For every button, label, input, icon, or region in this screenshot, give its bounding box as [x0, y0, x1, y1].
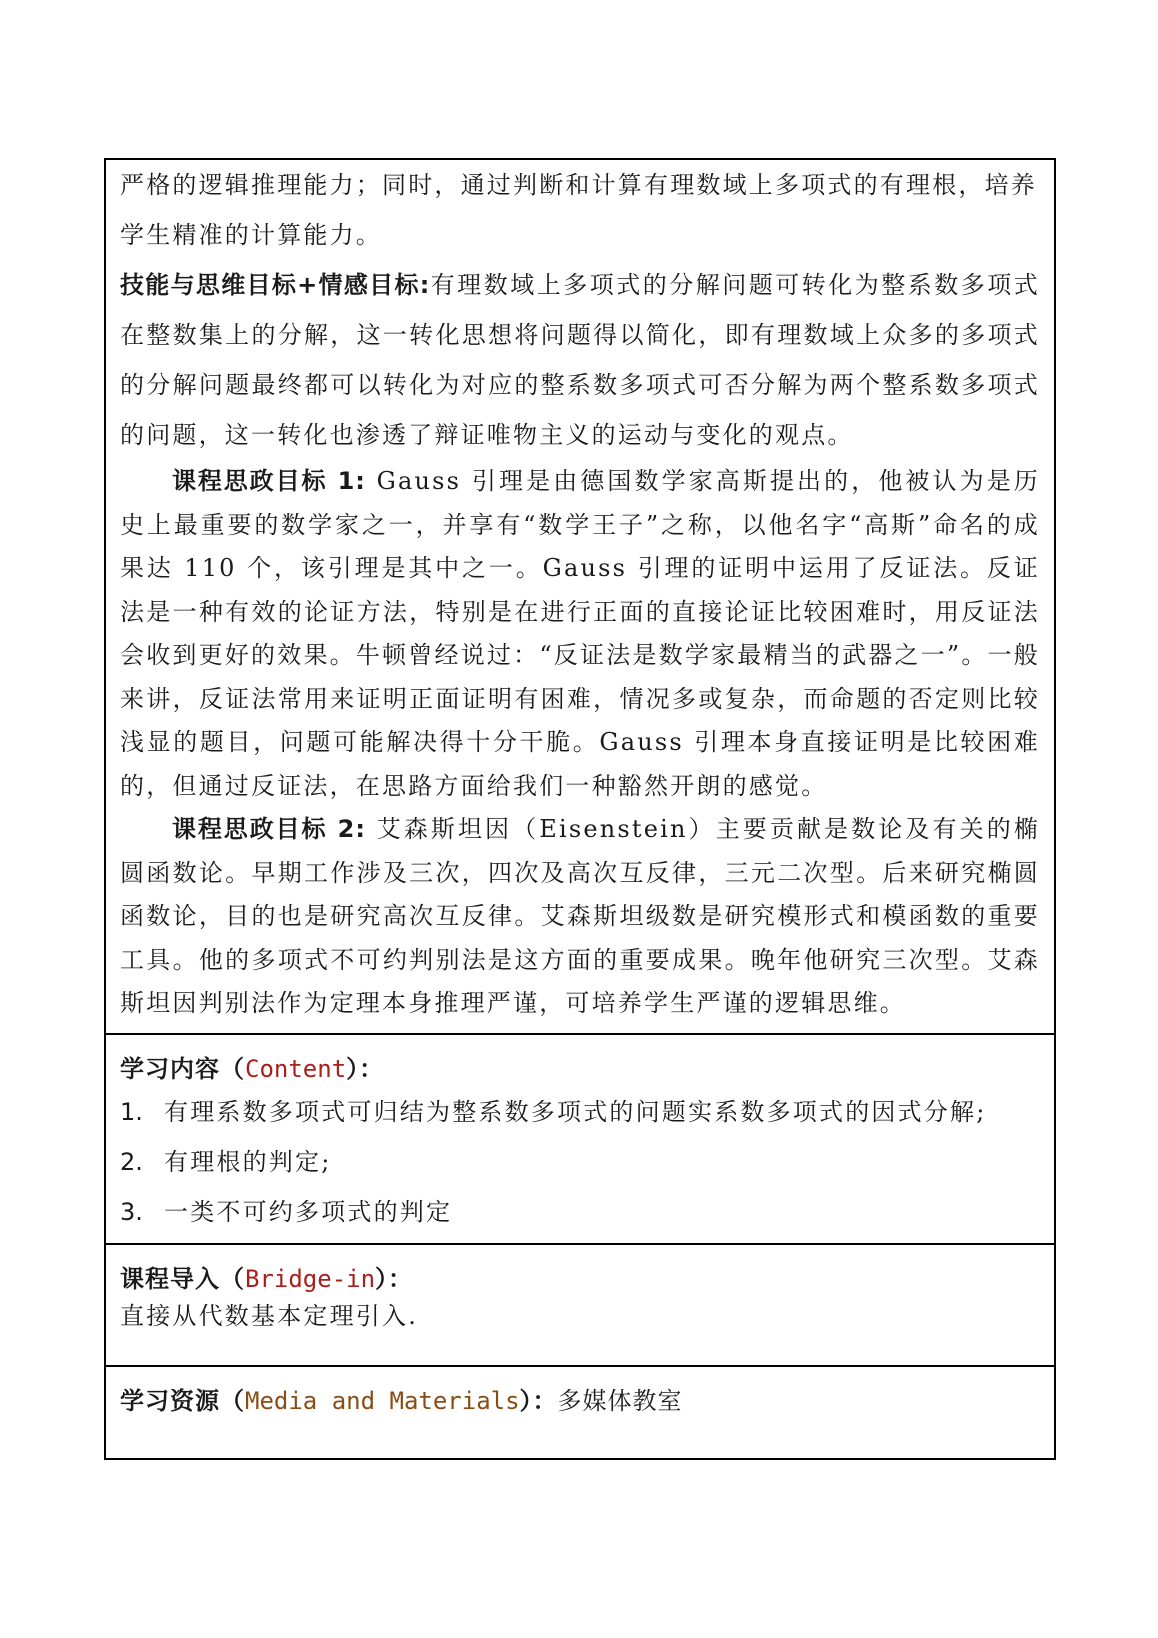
ideology-objective-2-text: 艾森斯坦因（Eisenstein）主要贡献是数论及有关的椭圆函数论。早期工作涉及三次，四次及高次互反律，三元二次型。后来研究椭圆函数论，目的也是研究高次互反律。艾森斯坦级数是研究模形式和模函数的重要工具。他的多项式不可约判别法是这方面的重要成果。晚年他研究三次型。艾森斯坦因判别法作为定理本身推理严谨，可培养学生严谨的逻辑思维。	[120, 815, 1040, 1017]
content-cell	[106, 1033, 1054, 1243]
ideology-objective-1	[120, 460, 1040, 808]
objectives-cell	[106, 160, 1054, 1033]
list-item-number: 3.	[120, 1198, 143, 1226]
intro-line-1: 严格的逻辑推理能力；同时，通过判断和计算有理数域上多项式的有理根，培养	[120, 171, 1037, 199]
media-cell	[106, 1365, 1054, 1458]
bridge-heading-en: Bridge-in	[245, 1265, 376, 1293]
content-heading-en: Content	[245, 1055, 347, 1083]
content-heading	[120, 1051, 1040, 1087]
list-item-text: 有理根的判定;	[164, 1148, 332, 1176]
ideology-objective-2	[120, 808, 1040, 1026]
media-heading	[120, 1383, 1040, 1419]
media-text: 多媒体教室	[557, 1387, 683, 1415]
skill-objective-text: 有理数域上多项式的分解问题可转化为整系数多项式在整数集上的分解，这一转化思想将问题得以简化，即有理数域上众多的多项式的分解问题最终都可以转化为对应的整系数多项式可否分解为两个整系数多项式的问题，这一转化也渗透了辩证唯物主义的运动与变化的观点。	[120, 271, 1040, 449]
ideology-objective-1-text: Gauss 引理是由德国数学家高斯提出的，他被认为是历史上最重要的数学家之一，并享有“数学王子”之称，以他名字“高斯”命名的成果达 110 个，该引理是其中之一。Gauss 引理的证明中运用了反证法。反证法是一种有效的论证方法，特别是在进行正面的直接论证比较困难时，用反证法会收到更好的效果。牛顿曾经说过：“反证法是数学家最精当的武器之一”。一般来讲，反证法常用来证明正面证明有困难，情况多或复杂，而命题的否定则比较浅显的题目，问题可能解决得十分干脆。Gauss 引理本身直接证明是比较困难的，但通过反证法，在思路方面给我们一种豁然开朗的感觉。	[120, 467, 1040, 800]
list-item	[120, 1187, 1040, 1237]
bridge-heading-cn: 课程导入（	[120, 1265, 245, 1293]
skill-objective	[120, 260, 1040, 460]
list-item-text: 有理系数多项式可归结为整系数多项式的问题实系数多项式的因式分解;	[164, 1098, 987, 1126]
list-item	[120, 1087, 1040, 1137]
skill-objective-label: 技能与思维目标+情感目标:	[120, 271, 431, 299]
bridge-cell	[106, 1243, 1054, 1365]
lesson-plan-table	[104, 158, 1056, 1460]
list-item	[120, 1137, 1040, 1187]
list-item-text: 一类不可约多项式的判定	[164, 1198, 453, 1226]
media-heading-en: Media and Materials	[245, 1387, 520, 1415]
ideology-objective-2-label: 课程思政目标 2:	[172, 815, 366, 843]
content-heading-cn: 学习内容（	[120, 1055, 245, 1083]
bridge-heading-end: ）：	[375, 1265, 414, 1293]
bridge-heading	[120, 1261, 1040, 1297]
list-item-number: 2.	[120, 1148, 143, 1176]
media-heading-end: ）：	[519, 1387, 558, 1415]
content-heading-end: ）：	[346, 1055, 385, 1083]
list-item-number: 1.	[120, 1098, 143, 1126]
ideology-objective-1-label: 课程思政目标 1:	[172, 467, 366, 495]
intro-line-2: 学生精准的计算能力。	[120, 221, 382, 249]
bridge-text: 直接从代数基本定理引入.	[120, 1302, 419, 1330]
media-heading-cn: 学习资源（	[120, 1387, 245, 1415]
